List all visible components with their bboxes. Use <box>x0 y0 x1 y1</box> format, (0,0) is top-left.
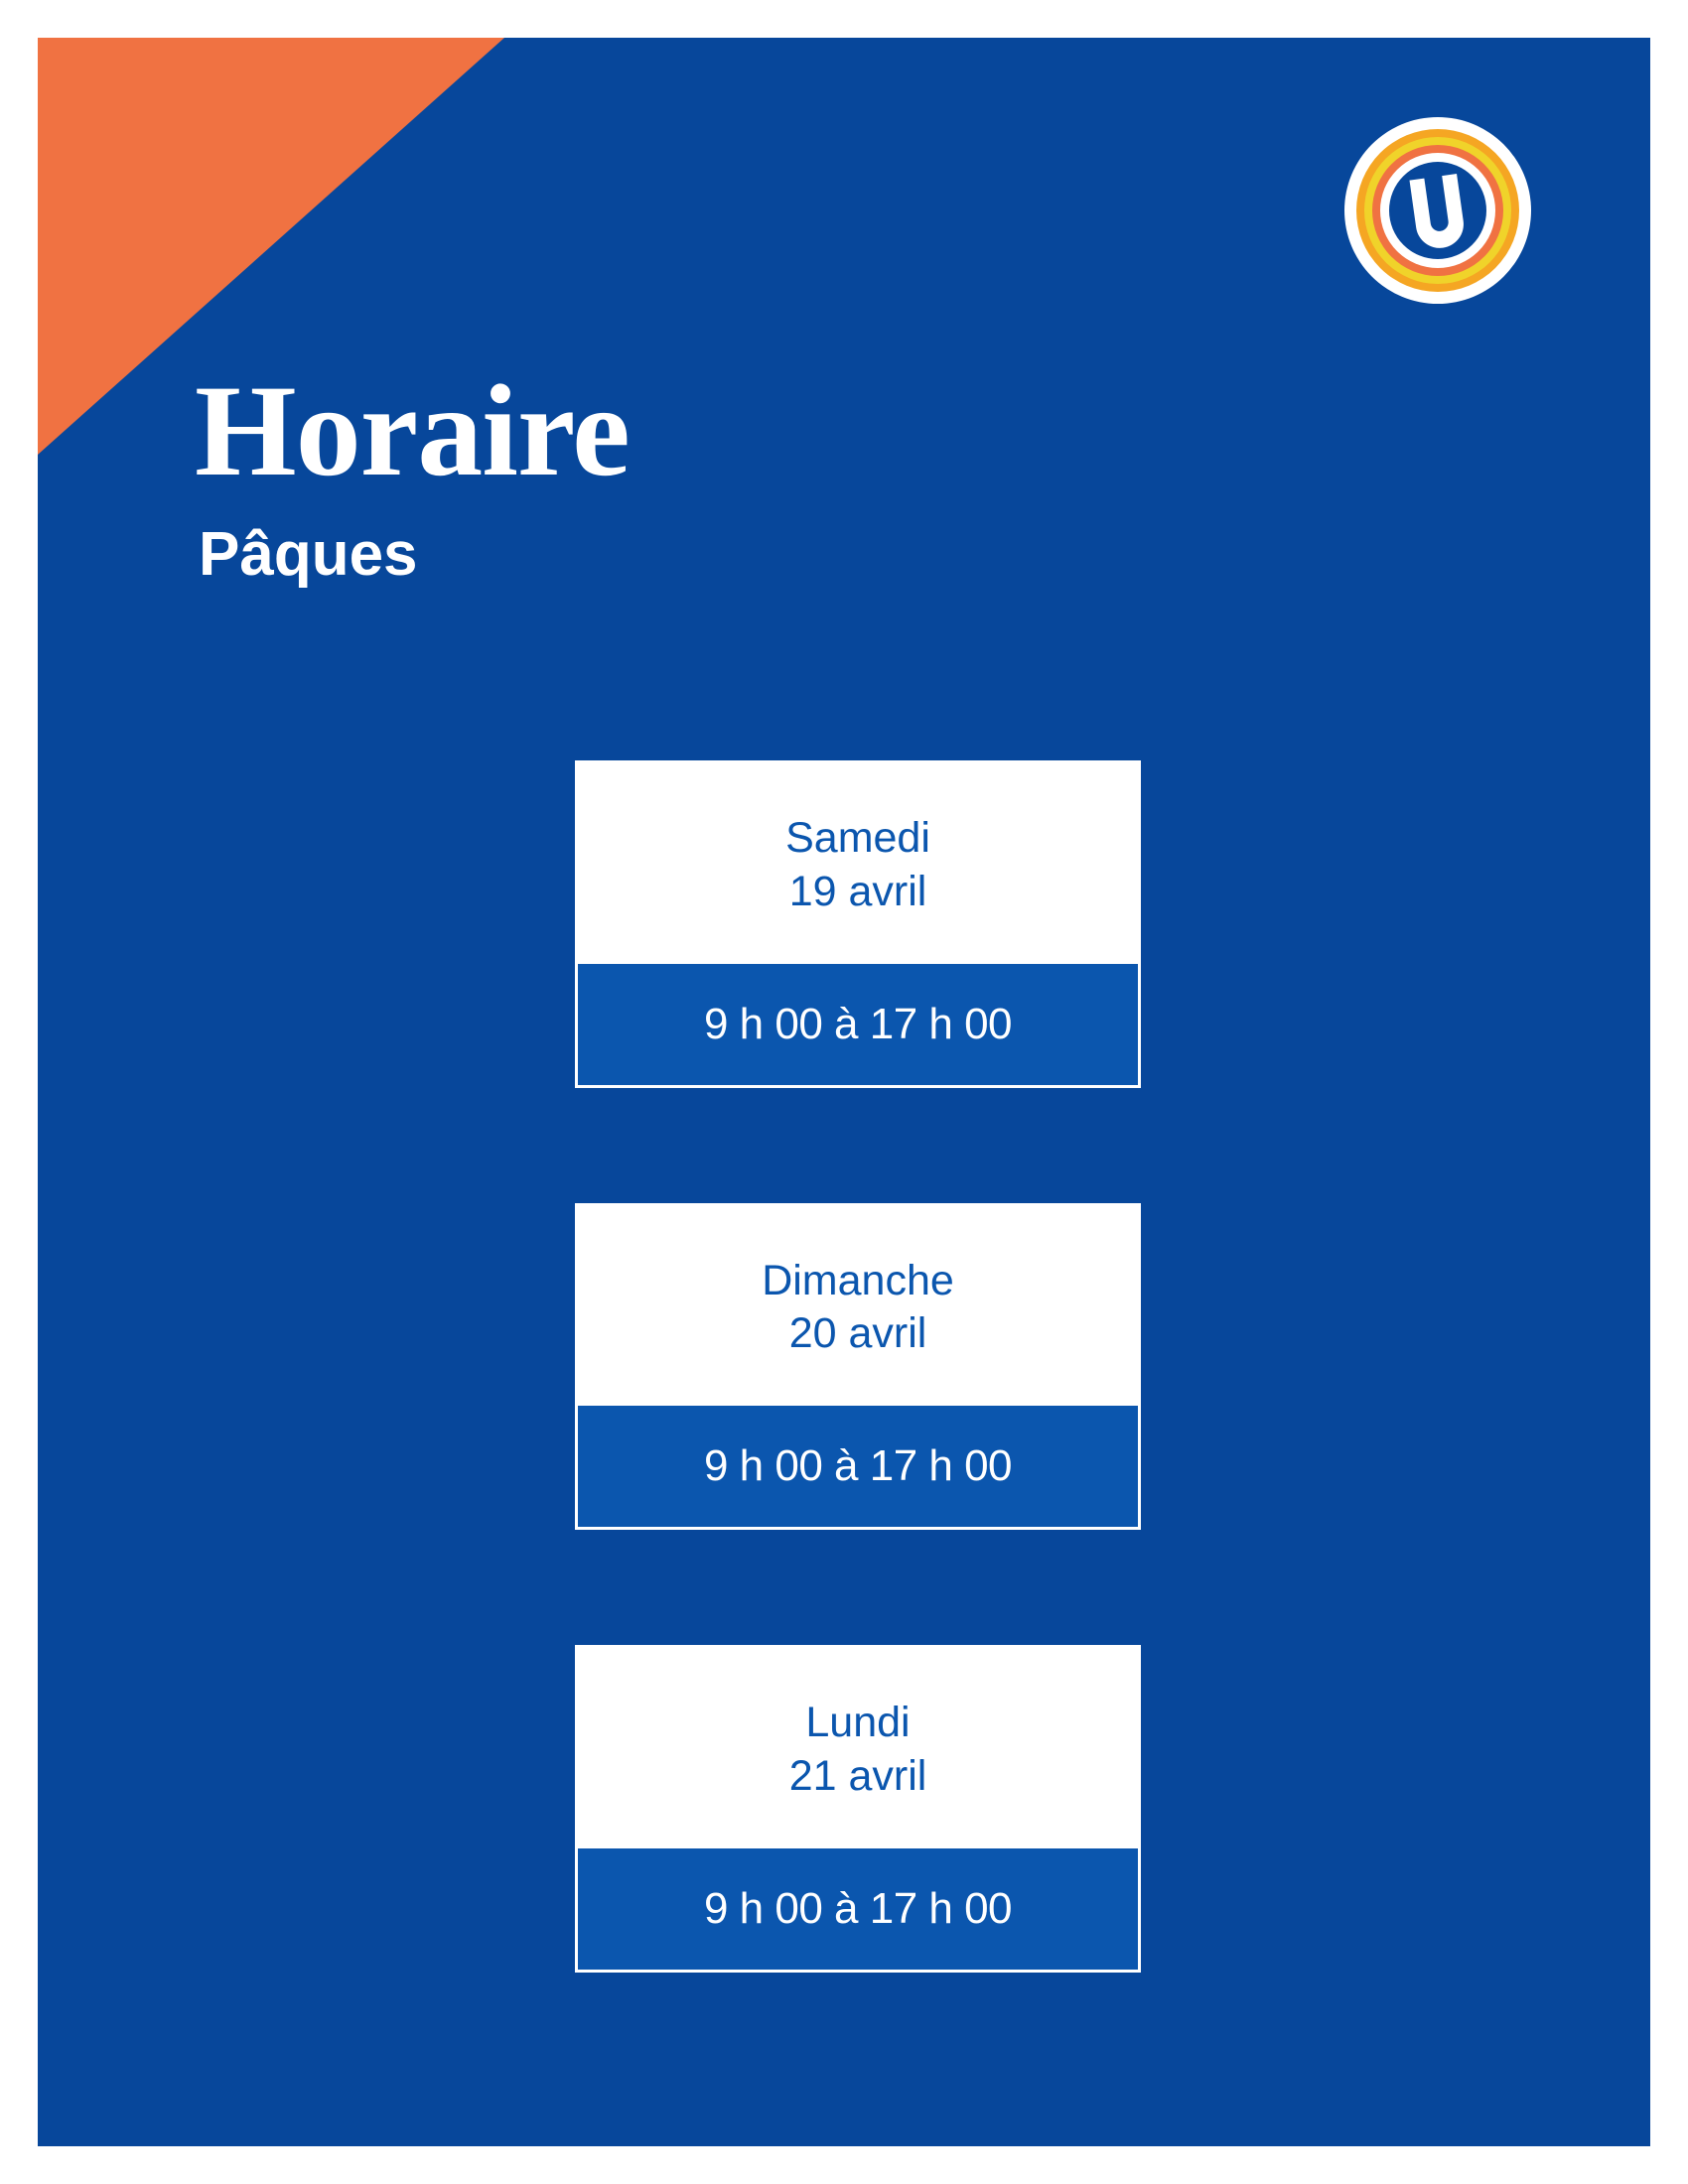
page-subtitle: Pâques <box>199 520 418 589</box>
schedule-card-day <box>575 1645 1141 1845</box>
schedule-card-day <box>575 760 1141 961</box>
schedule-day-date: 21 avril <box>788 1751 927 1800</box>
title-block <box>195 357 1188 589</box>
schedule-card-hours: 9 h 00 à 17 h 00 <box>575 1403 1141 1530</box>
schedule-day-date: 20 avril <box>788 1309 927 1358</box>
schedule-day-name: Dimanche <box>762 1256 954 1304</box>
schedule-card-hours: 9 h 00 à 17 h 00 <box>575 961 1141 1088</box>
schedule-card-hours: 9 h 00 à 17 h 00 <box>575 1845 1141 1973</box>
schedule-card <box>575 760 1141 1088</box>
schedule-card <box>575 1645 1141 1973</box>
schedule-card <box>575 1203 1141 1531</box>
schedule-day-name: Lundi <box>805 1699 911 1746</box>
schedule-card-day <box>575 1203 1141 1404</box>
schedule-day-date: 19 avril <box>788 867 927 915</box>
brand-logo-icon <box>1342 115 1533 306</box>
schedule-card-list <box>575 760 1141 1973</box>
page-title: Horaire <box>195 357 630 503</box>
schedule-day-name: Samedi <box>785 814 930 862</box>
poster <box>38 38 1650 2146</box>
